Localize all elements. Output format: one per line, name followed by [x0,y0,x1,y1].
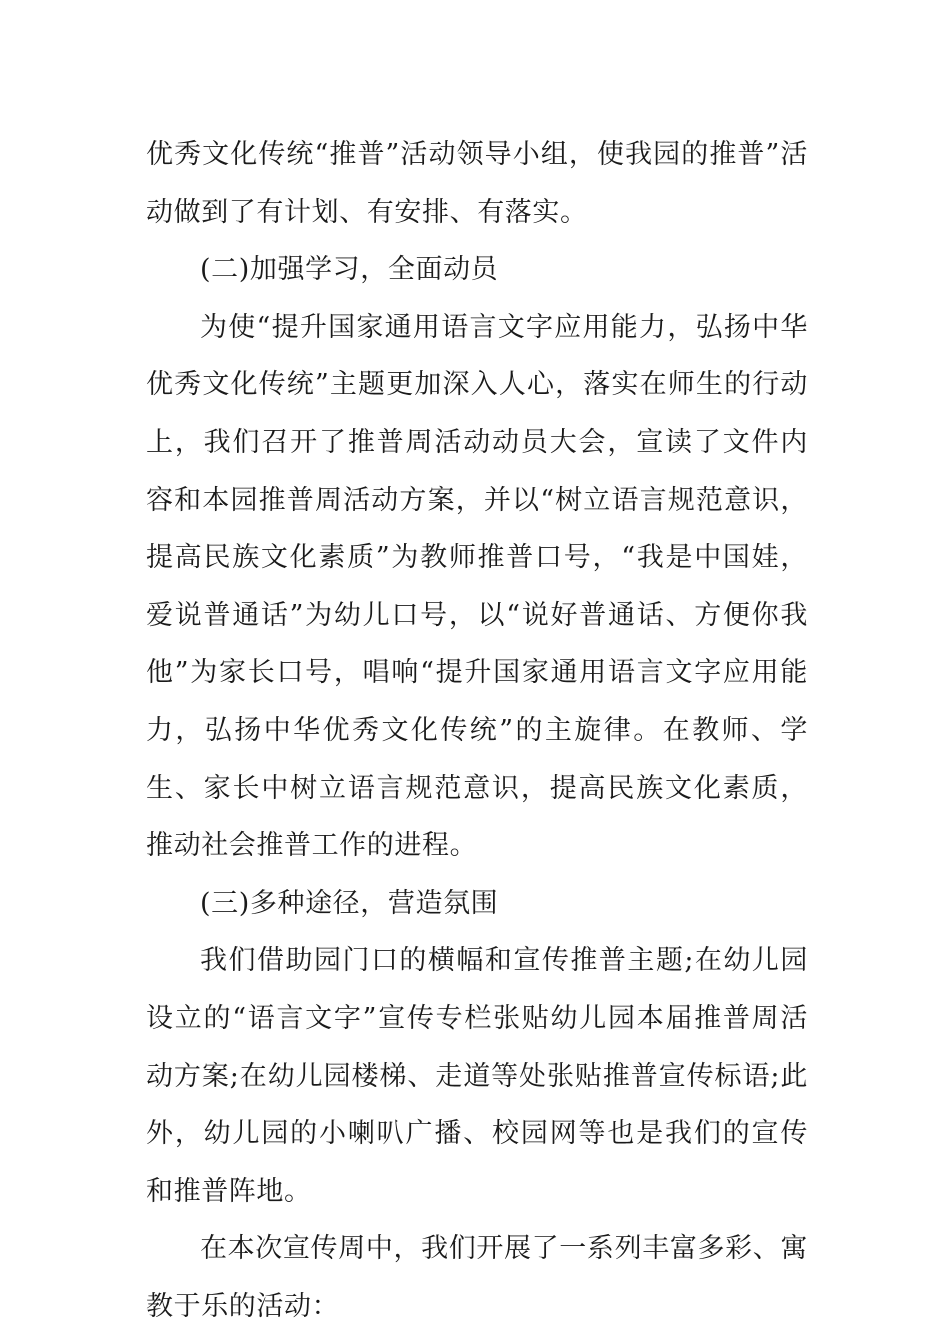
paragraph-publicity: 我们借助园门口的横幅和宣传推普主题;在幼儿园设立的“语言文字”宣传专栏张贴幼儿园本届推普周活动方案;在幼儿园楼梯、走道等处张贴推普宣传标语;此外，幼儿园的小喇叭广播、校园网等也是我们的宣传和推普阵地。 [146,945,808,1207]
paragraph-activities: 在本次宣传周中，我们开展了一系列丰富多彩、寓教于乐的活动： [146,1233,808,1322]
section-heading-3: (三)多种途径，营造氛围 [200,887,499,919]
paragraph-continuation: 优秀文化传统“推普”活动领导小组，使我园的推普”活动做到了有计划、有安排、有落实。 [146,139,808,228]
paragraph-mobilization: 为使“提升国家通用语言文字应用能力，弘扬中华优秀文化传统”主题更加深入人心，落实在师生的行动上，我们召开了推普周活动动员大会，宣读了文件内容和本园推普周活动方案，并以“树立语言规范意识，提高民族文化素质”为教师推普口号，“我是中国娃，爱说普通话”为幼儿口号，以“说好普通话、方便你我他”为家长口号，唱响“提升国家通用语言文字应用能力，弘扬中华优秀文化传统”的主旋律。在教师、学生、家长中树立语言规范意识，提高民族文化素质，推动社会推普工作的进程。 [146,311,808,862]
document-body [146,126,808,1335]
section-heading-2: (二)加强学习，全面动员 [200,254,499,286]
